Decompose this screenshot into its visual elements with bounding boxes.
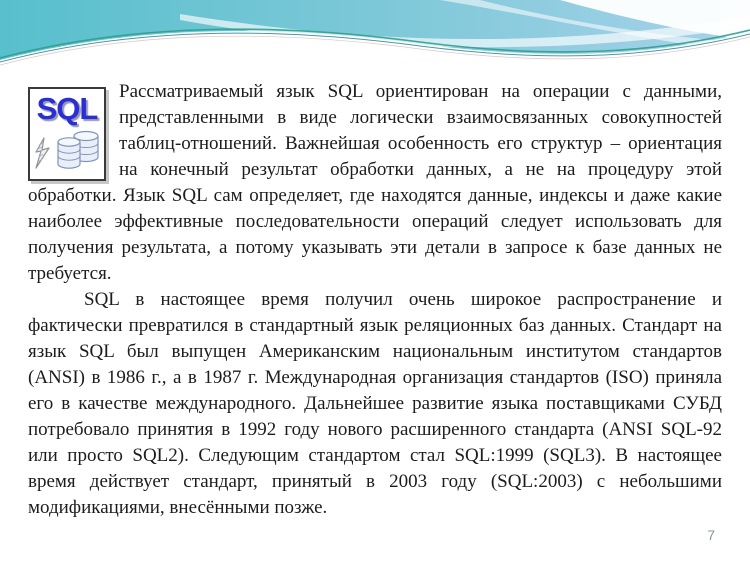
page-number: 7 (707, 527, 715, 543)
header-wave-decoration (0, 0, 750, 72)
database-icon (55, 129, 101, 171)
slide-body (28, 79, 722, 521)
paragraph-block-1 (28, 79, 722, 287)
paragraph-1-text: Рассматриваемый язык SQL ориентирован на операции с данными, представленными в виде логически взаимосвязанных совокупностей таблиц-отношений. Важнейшая особенность его структур – ориентация на конечный результат обработки данных, а не на процедуру этой обработки. Язык SQL сам определяет, где находятся данные, индексы и даже какие наиболее эффективные последовательности операций следует использовать для получения результата, а потому указывать эти детали в запросе к базе данных не требуется. (28, 81, 722, 284)
sql-logo-label: SQL (36, 91, 98, 126)
lightning-icon (33, 137, 51, 171)
sql-logo (28, 87, 106, 181)
paragraph-2-text: SQL в настоящее время получил очень широкое распространение и фактически превратился в стандартный язык реляционных баз данных. Стандарт на язык SQL был выпущен Американским национальным институтом стандартов (ANSI) в 1986 г., а в 1987 г. Международная организация стандартов (ISO) приняла его в качестве международного. Дальнейшее развитие языка поставщиками СУБД потребовало принятия в 1992 году нового расширенного стандарта (ANSI SQL-92 или просто SQL2). Следующим стандартом стал SQL:1999 (SQL3). В настоящее время действует стандарт, принятый в 2003 году (SQL:2003) с небольшими модификациями, внесёнными позже. (28, 289, 722, 518)
sql-logo-icons (33, 129, 101, 171)
